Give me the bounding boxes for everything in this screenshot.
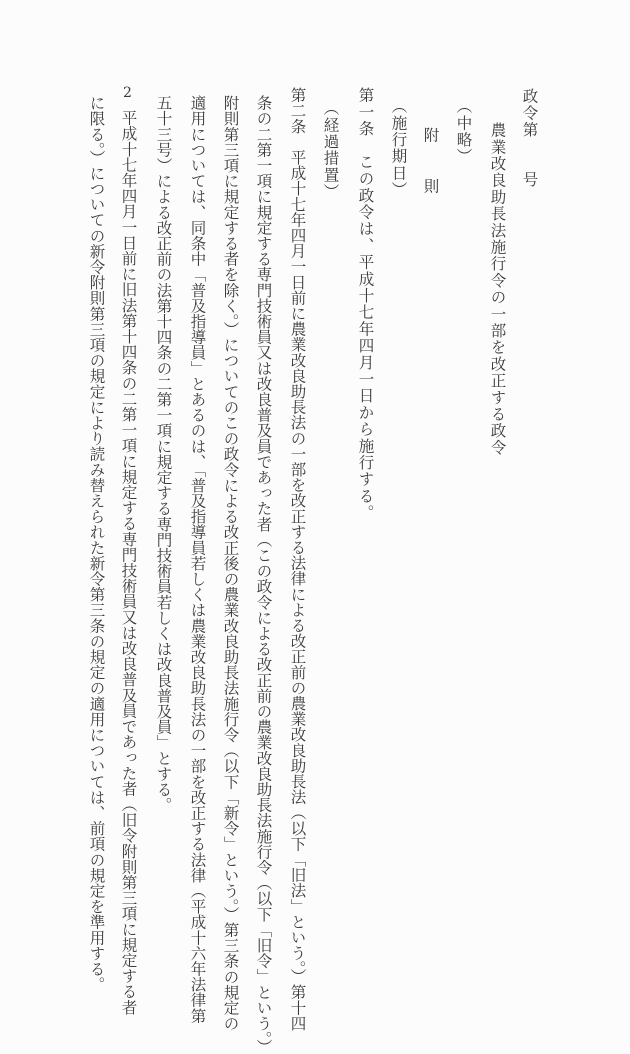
order-number: 政令第 号 bbox=[520, 88, 539, 189]
paragraph-2-line-2: に限る。）についての新令附則第三項の規定により読み替えられた新令第三条の規定の適用については、前項の規定を準用する。 bbox=[87, 95, 106, 993]
article-2-line-4: 適用については、同条中「普及指導員」とあるのは、「普及指導員若しくは農業改良助長法の一部を改正する法律（平成十六年法律第 bbox=[188, 95, 207, 1024]
caption-transitional-measures: （経過措置） bbox=[321, 100, 340, 201]
supplementary-heading: 附 則 bbox=[421, 127, 440, 204]
paragraph-2-line-1: 平成十七年四月一日前に旧法第十四条の二第一項に規定する専門技術員又は改良普及員であった者（旧令附則第三項に規定する者 bbox=[119, 110, 138, 1015]
article-1: 第一条 この政令は、平成十七年四月一日から施行する。 bbox=[356, 87, 375, 522]
article-2-line-2: 条の二第一項に規定する専門技術員又は改良普及員であった者（この政令による改正前の農業改良助長法施行令（以下「旧令」という。） bbox=[254, 95, 273, 1054]
article-2-line-3: 附則第三項に規定する者を除く。）についてのこの政令による改正後の農業改良助長法施行令（以下「新令」という。）第三条の規定の bbox=[221, 95, 240, 1032]
document-title: 農業改良助長法施行令の一部を改正する政令 bbox=[488, 122, 507, 456]
paragraph-2-number: 2 bbox=[123, 85, 134, 101]
caption-enforcement-date: （施行期日） bbox=[389, 98, 408, 199]
omitted-note: （中略） bbox=[454, 98, 473, 165]
article-2-line-1: 第二条 平成十七年四月一日前に農業改良助長法の一部を改正する法律による改正前の農業改良助長法（以下「旧法」という。）第十四 bbox=[288, 87, 307, 1031]
article-2-line-5: 五十三号）による改正前の法第十四条の二第一項に規定する専門技術員若しくは改良普及員」とする。 bbox=[154, 95, 173, 813]
